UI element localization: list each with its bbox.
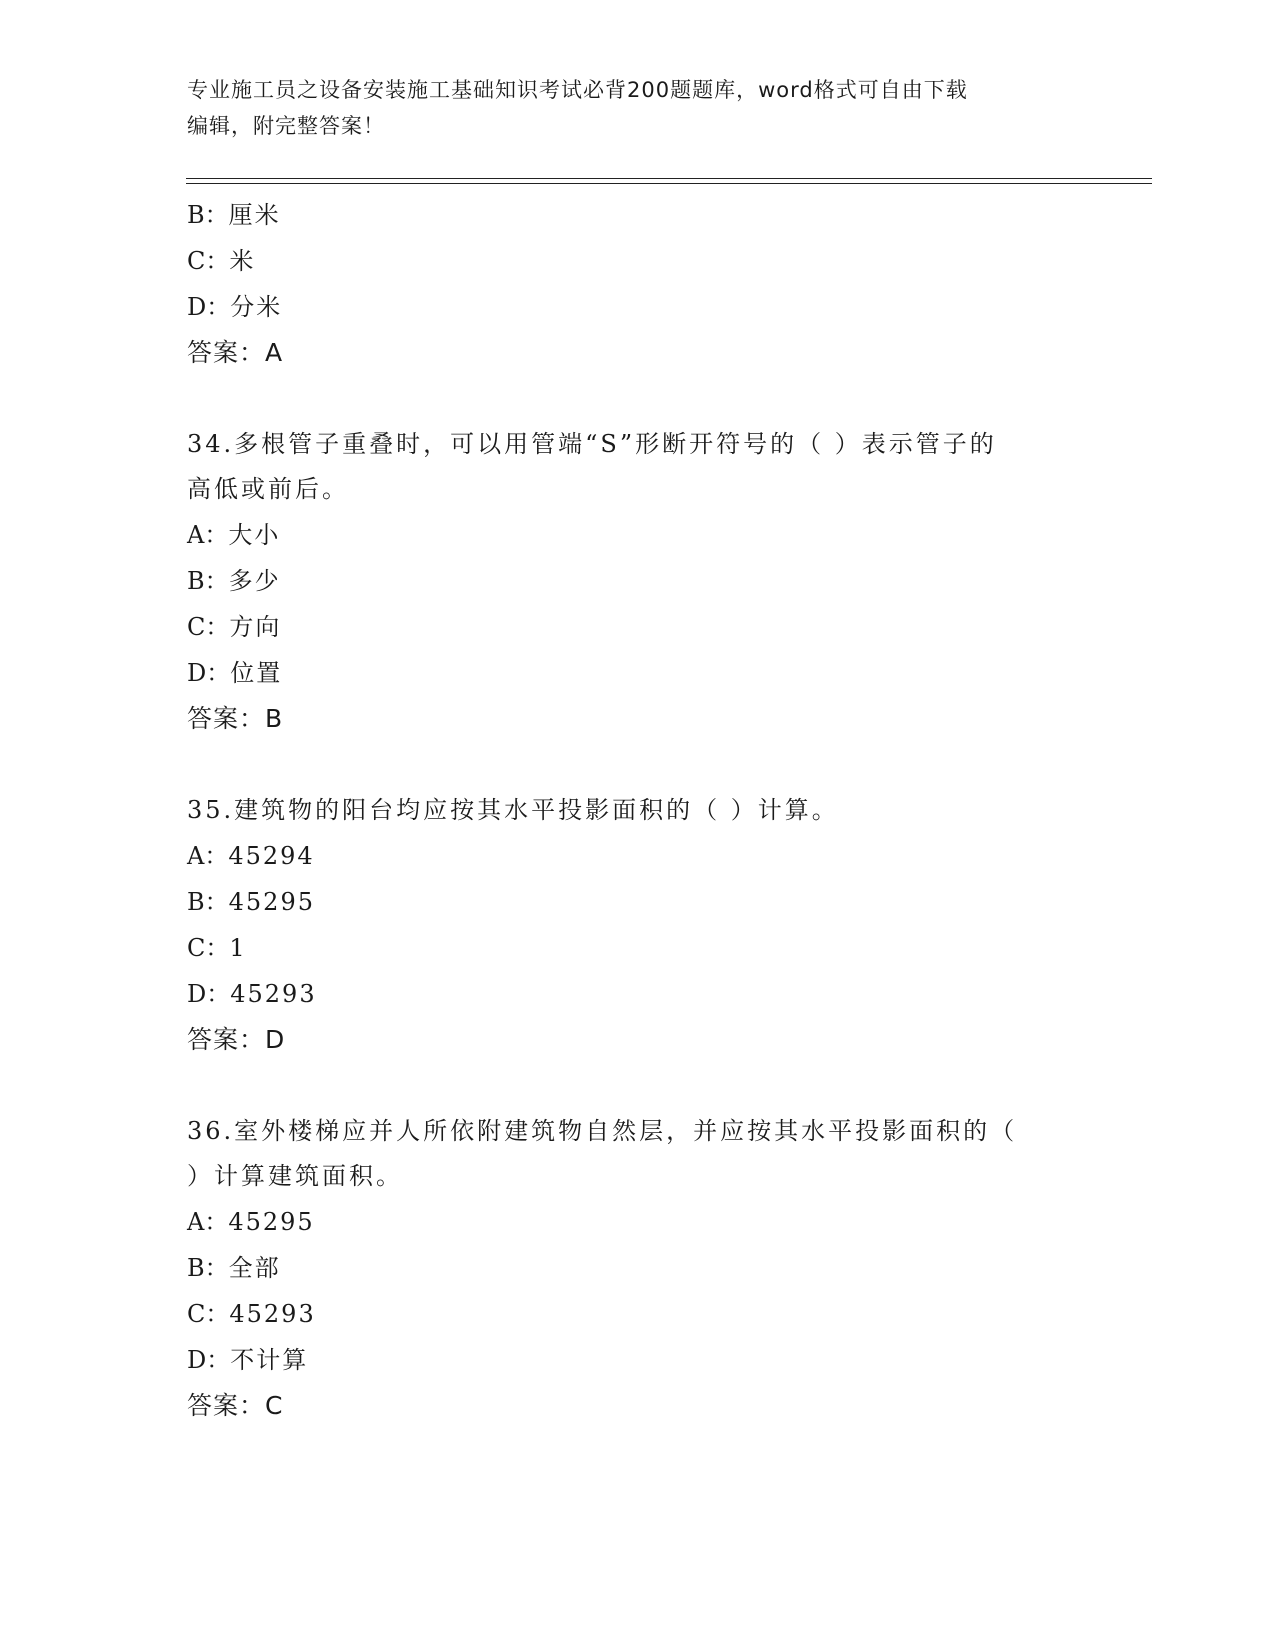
- option-key: B：: [187, 567, 229, 595]
- option-text: 方向: [229, 613, 282, 641]
- option-key: B：: [187, 1254, 229, 1282]
- option-key: C：: [187, 1300, 230, 1328]
- option-key: D：: [187, 293, 231, 321]
- option-key: A：: [187, 1208, 229, 1236]
- answer-line: 答案：A: [187, 338, 284, 367]
- option-a: [187, 512, 1087, 558]
- option-text: 1: [229, 934, 247, 962]
- option-b: [187, 192, 1087, 238]
- option-d: [187, 650, 1087, 696]
- question-stem: [187, 788, 1067, 833]
- spacer: [187, 742, 1087, 788]
- question-stem-line-2: ）计算建筑面积。: [187, 1162, 403, 1190]
- question-stem-line-1: 34.多根管子重叠时，可以用管端“S”形断开符号的（ ）表示管子的: [187, 430, 997, 458]
- option-text: 45293: [229, 1300, 316, 1328]
- option-d: [187, 971, 1087, 1017]
- option-key: B：: [187, 888, 229, 916]
- question-stem-line-1: 36.室外楼梯应并人所依附建筑物自然层，并应按其水平投影面积的（: [187, 1117, 1018, 1145]
- spacer: [187, 376, 1087, 422]
- option-b: [187, 1245, 1087, 1291]
- answer-line: 答案：D: [187, 1025, 286, 1054]
- answer-line: 答案：C: [187, 1391, 284, 1420]
- option-text: 分米: [230, 293, 283, 321]
- question-stem: [187, 422, 1067, 512]
- option-text: 45295: [228, 1208, 315, 1236]
- option-a: [187, 833, 1087, 879]
- header-divider-top: [186, 178, 1152, 179]
- question-stem-line-1: 35.建筑物的阳台均应按其水平投影面积的（ ）计算。: [187, 796, 839, 824]
- option-key: B：: [187, 201, 229, 229]
- question-list: [187, 192, 1087, 1429]
- option-text: 45295: [228, 888, 315, 916]
- option-b: [187, 879, 1087, 925]
- answer-line: 答案：B: [187, 704, 284, 733]
- option-text: 不计算: [230, 1346, 309, 1374]
- option-key: D：: [187, 980, 231, 1008]
- option-text: 全部: [228, 1254, 281, 1282]
- option-c: [187, 925, 1087, 971]
- option-key: C：: [187, 247, 230, 275]
- option-a: [187, 1199, 1087, 1245]
- option-key: A：: [187, 842, 229, 870]
- option-text: 45293: [230, 980, 317, 1008]
- option-key: D：: [187, 659, 231, 687]
- option-c: [187, 604, 1087, 650]
- option-text: 厘米: [228, 201, 281, 229]
- option-b: [187, 558, 1087, 604]
- option-key: C：: [187, 613, 230, 641]
- question-block-33: [187, 192, 1087, 376]
- option-text: 45294: [228, 842, 315, 870]
- header-title-line-1: 专业施工员之设备安装施工基础知识考试必背200题题库，word格式可自由下载: [187, 78, 968, 102]
- question-block-34: [187, 422, 1087, 742]
- option-c: [187, 238, 1087, 284]
- option-key: C：: [187, 934, 230, 962]
- document-header: [187, 72, 1087, 144]
- option-key: D：: [187, 1346, 231, 1374]
- question-stem-line-2: 高低或前后。: [187, 475, 349, 503]
- spacer: [187, 1063, 1087, 1109]
- option-key: A：: [187, 521, 229, 549]
- header-divider-bottom: [186, 183, 1152, 184]
- option-d: [187, 1337, 1087, 1383]
- option-text: 多少: [228, 567, 281, 595]
- header-title-line-2: 编辑，附完整答案！: [187, 114, 385, 138]
- option-text: 米: [229, 247, 256, 275]
- option-text: 大小: [228, 521, 281, 549]
- question-block-36: [187, 1109, 1087, 1429]
- option-d: [187, 284, 1087, 330]
- question-stem: [187, 1109, 1067, 1199]
- option-text: 位置: [230, 659, 283, 687]
- question-block-35: [187, 788, 1087, 1063]
- option-c: [187, 1291, 1087, 1337]
